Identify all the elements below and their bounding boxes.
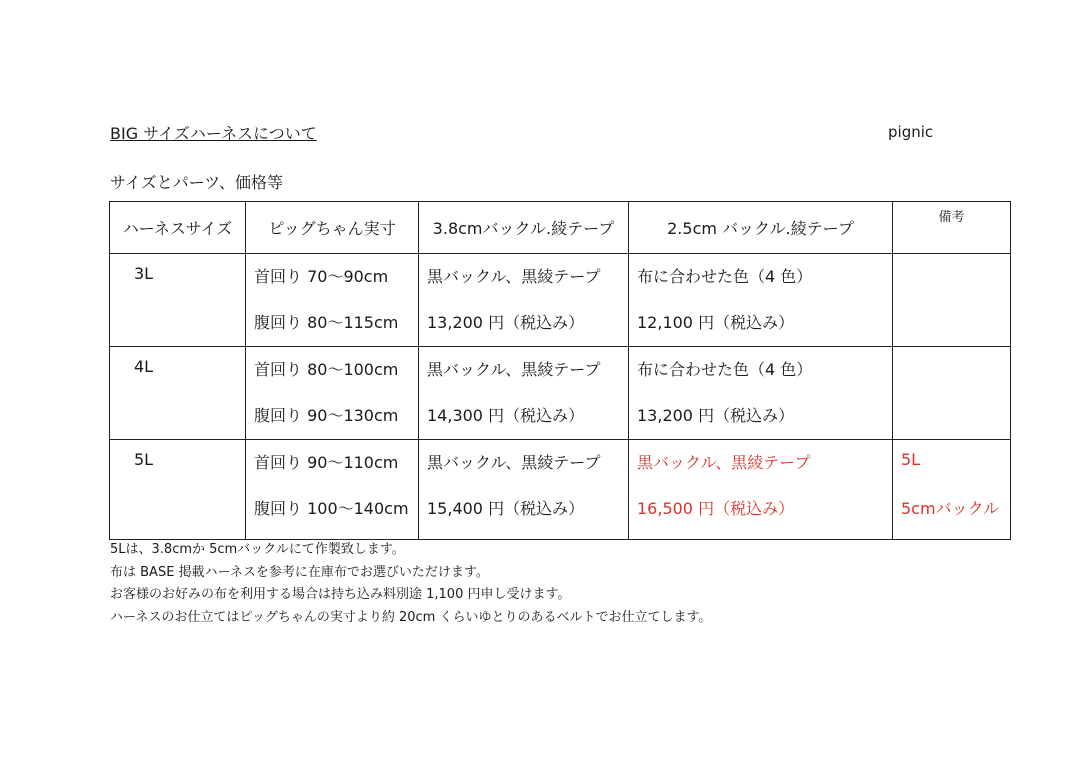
- notes-block: [110, 539, 711, 629]
- measurement-cell: [246, 254, 419, 347]
- option-parts: 黒バックル、黒綾テープ: [427, 360, 601, 379]
- option-parts: 黒バックル、黒綾テープ: [427, 267, 601, 286]
- remark-buckle: 5cmバックル: [901, 499, 1000, 518]
- section-subtitle: サイズとパーツ、価格等: [110, 173, 283, 192]
- table-row: [110, 254, 1011, 347]
- waist-measure: 腹回り 80〜115cm: [254, 313, 399, 332]
- remarks-cell: [893, 440, 1011, 540]
- header-harness-size: ハーネスサイズ: [110, 202, 246, 254]
- remarks-cell: [893, 347, 1011, 440]
- table-header-row: [110, 202, 1011, 254]
- note-line: 布は BASE 掲載ハーネスを参考に在庫布でお選びいただけます。: [110, 564, 489, 580]
- header-pig-measurement: ピッグちゃん実寸: [246, 202, 419, 254]
- measurement-cell: [246, 347, 419, 440]
- neck-measure: 首回り 80〜100cm: [254, 360, 399, 379]
- note-line: ハーネスのお仕立てはピッグちゃんの実寸より約 20cm くらいゆとりのあるベルトでお仕立てします。: [110, 609, 712, 625]
- option-price: 14,300 円（税込み）: [427, 406, 585, 425]
- waist-measure: 腹回り 90〜130cm: [254, 406, 399, 425]
- neck-measure: 首回り 70〜90cm: [254, 267, 389, 286]
- waist-measure: 腹回り 100〜140cm: [254, 499, 409, 518]
- option-25-cell: [629, 347, 893, 440]
- measurement-cell: [246, 440, 419, 540]
- option-price: 13,200 円（税込み）: [427, 313, 585, 332]
- option-25-cell: [629, 254, 893, 347]
- option-price: 12,100 円（税込み）: [637, 313, 795, 332]
- option-parts: 布に合わせた色（4 色）: [637, 267, 813, 286]
- neck-measure: 首回り 90〜110cm: [254, 453, 399, 472]
- remark-size: 5L: [901, 450, 921, 469]
- size-cell: 5L: [110, 440, 246, 540]
- header-38cm-buckle: 3.8cmバックル.綾テープ: [419, 202, 629, 254]
- table-row: [110, 347, 1011, 440]
- option-parts: 黒バックル、黒綾テープ: [637, 453, 811, 472]
- header-25cm-buckle: 2.5cm バックル.綾テープ: [629, 202, 893, 254]
- note-line: お客様のお好みの布を利用する場合は持ち込み料別途 1,100 円申し受けます。: [110, 587, 571, 602]
- option-38-cell: [419, 440, 629, 540]
- option-price: 16,500 円（税込み）: [637, 499, 795, 518]
- size-cell: 3L: [110, 254, 246, 347]
- brand-name: pignic: [888, 123, 934, 141]
- option-price: 13,200 円（税込み）: [637, 406, 795, 425]
- page-title: BIG サイズハーネスについて: [110, 124, 317, 143]
- option-parts: 布に合わせた色（4 色）: [637, 360, 813, 379]
- remarks-cell: [893, 254, 1011, 347]
- option-price: 15,400 円（税込み）: [427, 499, 585, 518]
- note-line: 5Lは、3.8cmか 5cmバックルにて作製致します。: [110, 542, 405, 557]
- table-row: [110, 440, 1011, 540]
- option-38-cell: [419, 254, 629, 347]
- option-25-cell: [629, 440, 893, 540]
- option-38-cell: [419, 347, 629, 440]
- price-table: [109, 201, 1011, 540]
- option-parts: 黒バックル、黒綾テープ: [427, 453, 601, 472]
- size-cell: 4L: [110, 347, 246, 440]
- header-remarks: 備考: [893, 202, 1011, 254]
